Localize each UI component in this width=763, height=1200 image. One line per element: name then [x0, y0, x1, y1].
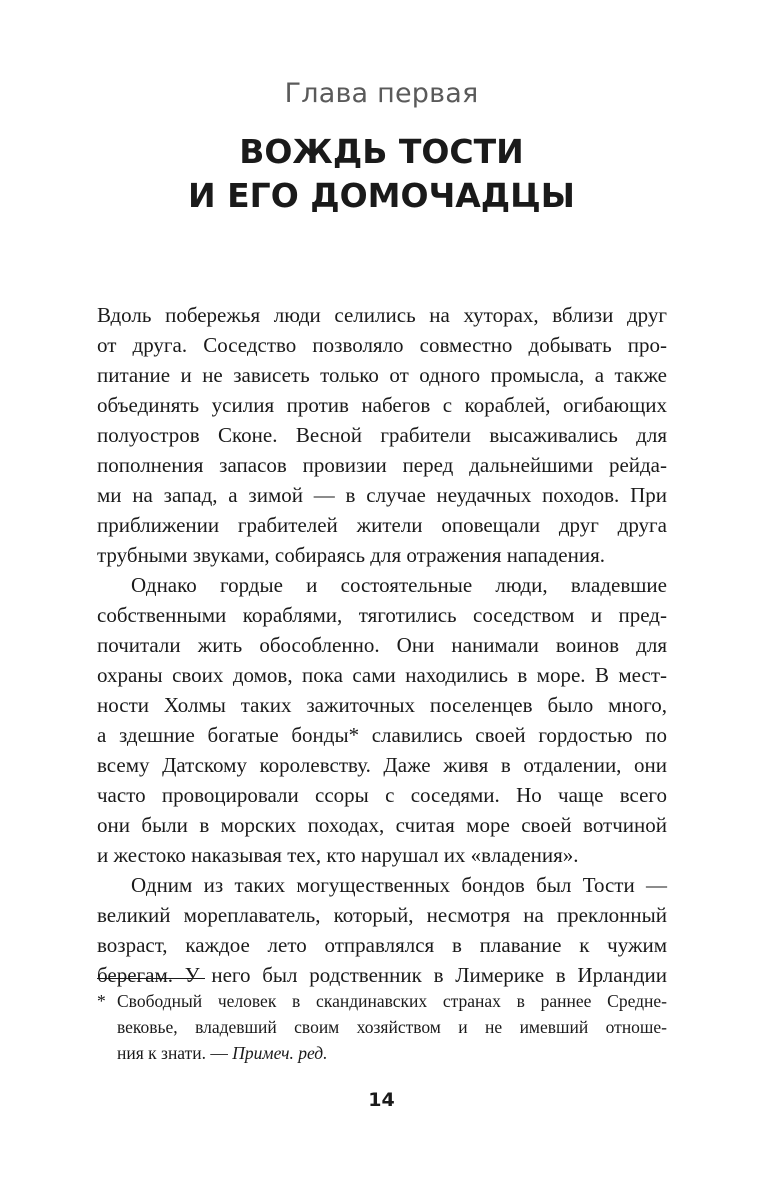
text-line: берегам. У него был родственник в Лимерике в Ирландии — [97, 963, 667, 987]
chapter-label: Глава первая — [284, 78, 479, 109]
text-line: ми на запад, а зимой — в случае неудачных походов. При — [97, 483, 667, 507]
chapter-title-line: И ЕГО ДОМОЧАДЦЫ — [188, 176, 575, 215]
text-line: часто провоцировали ссоры с соседями. Но чаще всего — [97, 783, 667, 807]
footnote-line — [97, 1040, 667, 1066]
chapter-title-line: ВОЖДЬ ТОСТИ — [239, 132, 524, 171]
text-line: полуостров Сконе. Весной грабители высаживались для — [97, 423, 667, 447]
text-line: Вдоль побережья люди селились на хуторах, вблизи друг — [97, 303, 667, 327]
page-number: 14 — [368, 1089, 395, 1111]
footnote-text: Свободный человек в скандинавских странах в раннее Средне- — [117, 991, 667, 1011]
text-line: от друга. Соседство позволяло совместно добывать про- — [97, 333, 667, 357]
text-line: а здешние богатые бонды* славились своей гордостью по — [97, 723, 667, 747]
footnote-line — [97, 988, 667, 1014]
chapter-title — [0, 130, 763, 218]
footnote-divider — [97, 978, 205, 979]
text-line: возраст, каждое лето отправлялся в плавание к чужим — [97, 933, 667, 957]
text-line: почитали жить обособленно. Они нанимали воинов для — [97, 633, 667, 657]
text-line: всему Датскому королевству. Даже живя в отдалении, они — [97, 753, 667, 777]
text-line: великий мореплаватель, который, несмотря на преклонный — [97, 903, 667, 927]
text-line: Однако гордые и состоятельные люди, владевшие — [131, 573, 667, 597]
text-line: питание и не зависеть только от одного промысла, а также — [97, 363, 667, 387]
text-line: Одним из таких могущественных бондов был Тости — — [131, 873, 667, 897]
footnote-text: ния к знати. — — [117, 1043, 233, 1063]
text-line: трубными звуками, собираясь для отражения нападения. — [97, 543, 606, 567]
text-line: они были в морских походах, считая море своей вотчиной — [97, 813, 667, 837]
text-line: и жестоко наказывая тех, кто нарушал их «владения». — [97, 843, 579, 867]
footnote — [97, 988, 667, 1066]
footnote-line: вековье, владевший своим хозяйством и не имевший отноше- — [117, 1017, 667, 1037]
text-line: охраны своих домов, пока сами находились в море. В мест- — [97, 663, 667, 687]
editor-note: Примеч. ред. — [232, 1043, 328, 1063]
text-line: пополнения запасов провизии перед дальнейшими рейда- — [97, 453, 667, 477]
text-line: приближении грабителей жители оповещали друг друга — [97, 513, 667, 537]
footnote-marker: * — [97, 991, 106, 1011]
text-line: собственными кораблями, тяготились соседством и пред- — [97, 603, 667, 627]
text-line: ности Холмы таких зажиточных поселенцев было много, — [97, 693, 667, 717]
text-line: объединять усилия против набегов с кораблей, огибающих — [97, 393, 667, 417]
body-text — [97, 300, 667, 990]
